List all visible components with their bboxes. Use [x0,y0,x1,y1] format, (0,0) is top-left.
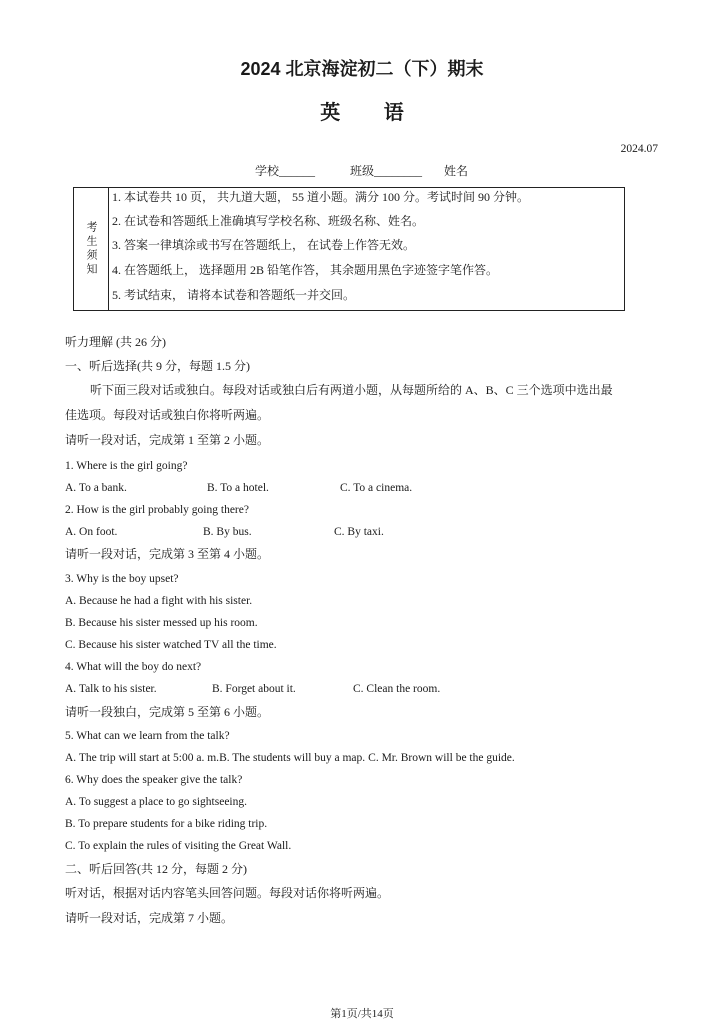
instruction-line: 听下面三段对话或独白。每段对话或独白后有两道小题，从每题所给的 A、B、C 三个选项中选出最 [90,383,613,397]
section-title: 听力理解 (共 26 分) [65,335,166,349]
question-stem: 3. Why is the boy upset? [65,573,179,585]
question-stem: 1. Where is the girl going? [65,460,188,472]
option-c: C. By taxi. [334,526,384,538]
exam-title: 2024 北京海淀初二（下）期末 [240,59,484,79]
question-stem: 6. Why does the speaker give the talk? [65,774,243,786]
notice-label-cell [74,188,109,310]
option-c: C. To a cinema. [340,482,413,494]
question-stem: 5. What can we learn from the talk? [65,730,230,742]
options-row [0,524,724,540]
notice-item: 1. 本试卷共 10 页， 共九道大题， 55 道小题。满分 100 分。考试时间 90 分钟。 [112,190,530,204]
option-b: B. Because his sister messed up his room. [65,617,258,629]
option-b: B. By bus. [203,526,252,538]
option-a: A. Because he had a fight with his sister. [65,595,253,607]
options-row [0,480,724,496]
subject-title: 英 语 [320,102,404,124]
option-b: B. To prepare students for a bike riding trip. [65,818,268,830]
notice-item: 3. 答案一律填涂或书写在答题纸上， 在试卷上作答无效。 [112,238,416,252]
name-field: 姓名 [444,164,469,178]
instruction-line: 佳选项。每段对话或独白你将听两遍。 [65,408,270,422]
part-heading: 二、听后回答(共 12 分，每题 2 分) [65,862,247,876]
option-c: C. Clean the room. [353,683,441,695]
option-a: A. The trip will start at 5:00 a. m. [65,752,220,764]
option-c: C. Because his sister watched TV all the time. [65,639,277,651]
option-c: C. To explain the rules of visiting the Great Wall. [65,840,292,852]
class-field: 班级________ [350,164,423,178]
exam-date: 2024.07 [620,143,658,155]
option-a: A. On foot. [65,526,118,538]
notice-item: 4. 在答题纸上， 选择题用 2B 铅笔作答， 其余题用黑色字迹签字笔作答。 [112,263,499,277]
options-row [0,681,724,697]
page-footer: 第1页/共14页 [330,1008,394,1020]
option-a: A. Talk to his sister. [65,683,157,695]
notice-item: 5. 考试结束， 请将本试卷和答题纸一并交回。 [112,288,356,302]
option-c: C. Mr. Brown will be the guide. [368,752,515,764]
listening-prompt: 请听一段对话，完成第 3 至第 4 小题。 [65,547,270,561]
question-stem: 2. How is the girl probably going there? [65,504,249,516]
option-b: B. Forget about it. [212,683,296,695]
notice-label: 考生须知 [85,221,97,277]
option-b: B. To a hotel. [207,482,269,494]
listening-prompt: 请听一段独白，完成第 5 至第 6 小题。 [65,705,270,719]
option-a: A. To a bank. [65,482,127,494]
options-row [65,750,515,766]
part-heading: 一、听后选择(共 9 分，每题 1.5 分) [65,359,250,373]
option-b: B. The students will buy a map. [219,752,366,764]
listening-prompt: 请听一段对话，完成第 7 小题。 [65,911,234,925]
notice-box [73,187,625,311]
school-field: 学校______ [255,164,316,178]
instruction-line: 听对话，根据对话内容笔头回答问题。每段对话你将听两遍。 [65,886,390,900]
question-stem: 4. What will the boy do next? [65,661,202,673]
notice-item: 2. 在试卷和答题纸上准确填写学校名称、班级名称、姓名。 [112,214,425,228]
option-a: A. To suggest a place to go sightseeing. [65,796,247,808]
listening-prompt: 请听一段对话，完成第 1 至第 2 小题。 [65,433,270,447]
